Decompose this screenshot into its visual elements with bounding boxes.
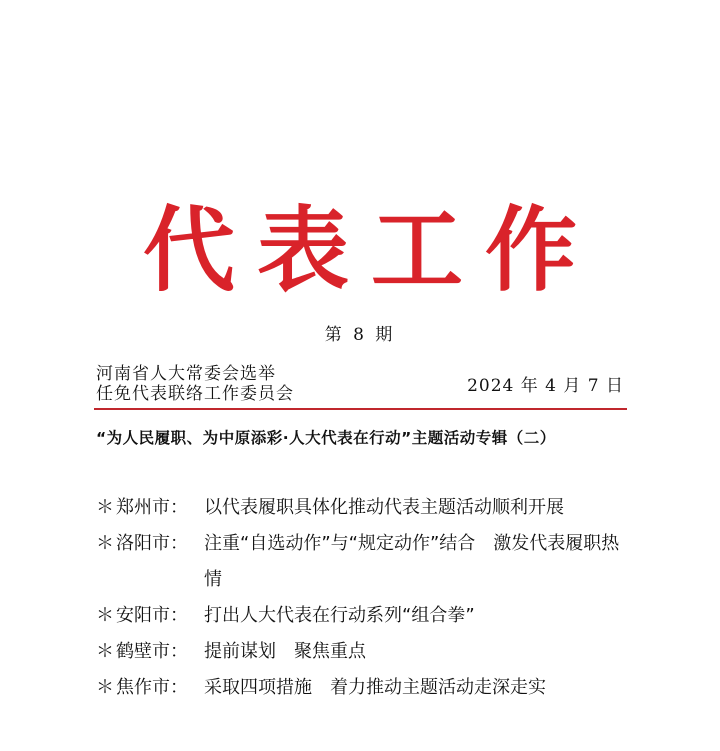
masthead-title: 代表工作 <box>142 197 599 304</box>
toc-entry <box>96 670 636 706</box>
bullet-star: ＊ <box>96 533 114 554</box>
organization-line-2: 任免代表联络工作委员会 <box>96 384 294 404</box>
issuing-organization <box>96 364 294 404</box>
issue-date: 2024 年 4 月 7 日 <box>467 376 624 396</box>
bullet-star: ＊ <box>96 497 114 518</box>
series-title: “为人民履职、为中原添彩·人大代表在行动”主题活动专辑（二） <box>96 429 556 447</box>
toc-city: 焦作市： <box>116 677 188 698</box>
organization-line-1: 河南省人大常委会选举 <box>96 364 276 384</box>
toc-entry <box>96 634 636 670</box>
table-of-contents <box>96 490 636 706</box>
toc-entry <box>96 490 636 526</box>
toc-entry <box>96 598 636 634</box>
toc-title: 提前谋划 聚焦重点 <box>204 641 366 662</box>
toc-city: 郑州市： <box>116 497 188 518</box>
toc-title: 采取四项措施 着力推动主题活动走深走实 <box>204 677 546 698</box>
toc-city: 鹤壁市： <box>116 641 188 662</box>
toc-title: 打出人大代表在行动系列“组合拳” <box>204 605 475 626</box>
bullet-star: ＊ <box>96 605 114 626</box>
bullet-star: ＊ <box>96 641 114 662</box>
toc-city: 安阳市： <box>116 605 188 626</box>
issue-number: 第 8 期 <box>324 325 396 345</box>
toc-title: 注重“自选动作”与“规定动作”结合 激发代表履职热情 <box>204 533 620 590</box>
header-divider <box>94 408 627 410</box>
toc-title: 以代表履职具体化推动代表主题活动顺利开展 <box>204 497 564 518</box>
bullet-star: ＊ <box>96 677 114 698</box>
toc-entry <box>96 526 636 598</box>
toc-city: 洛阳市： <box>116 533 188 554</box>
